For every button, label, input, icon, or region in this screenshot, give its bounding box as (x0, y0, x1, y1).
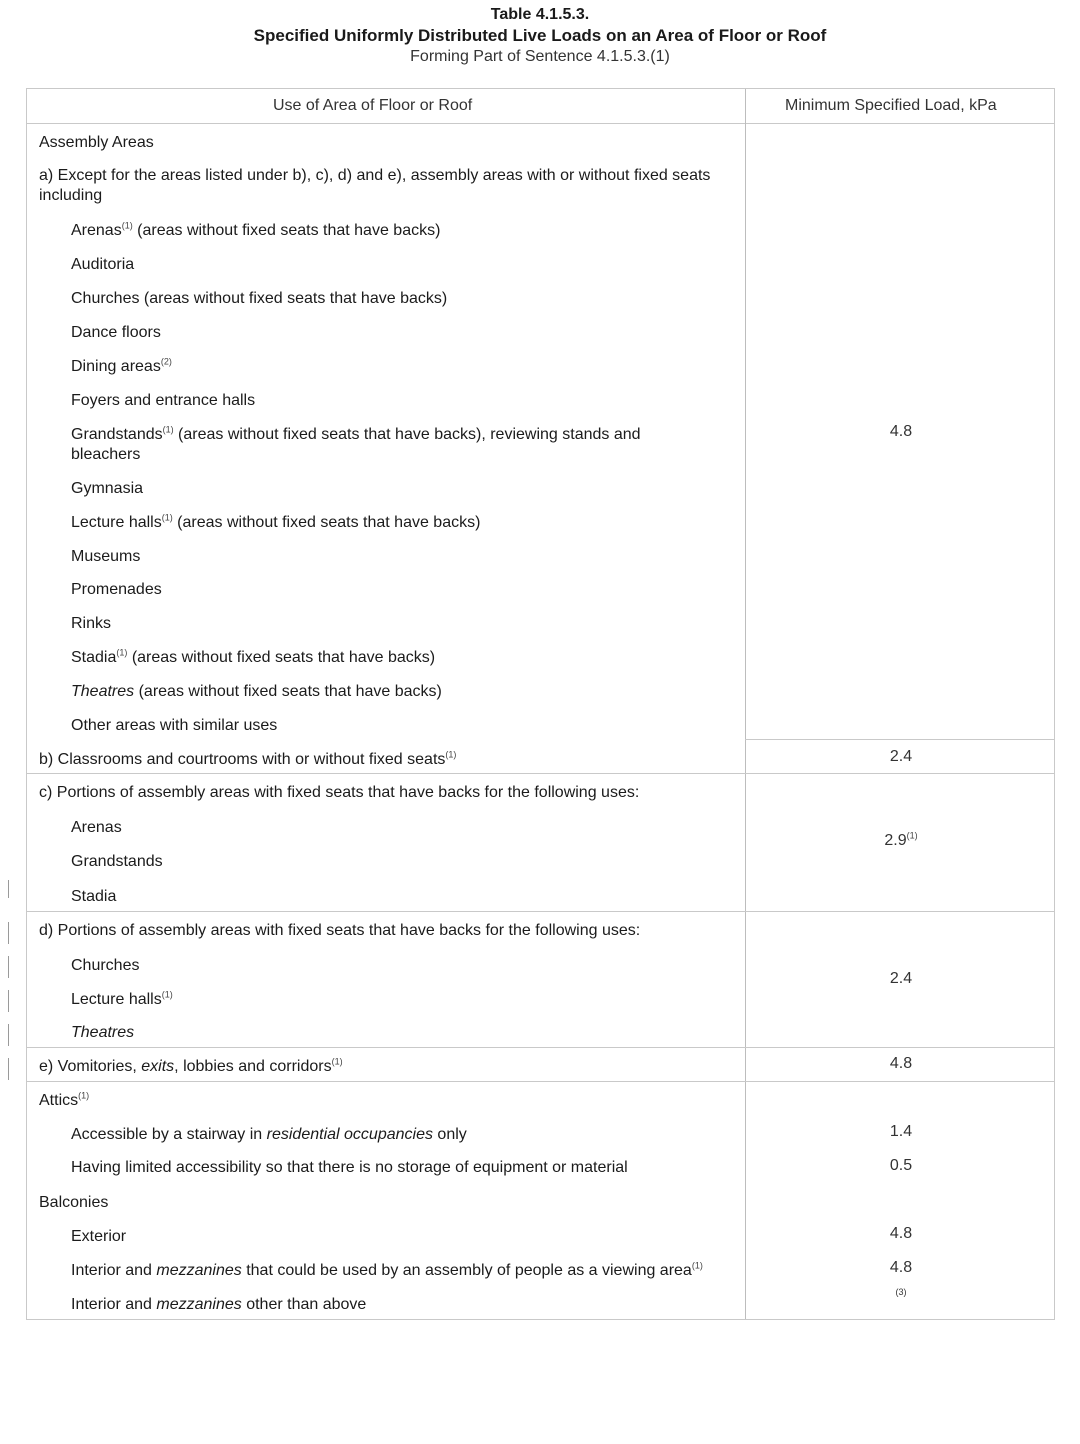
margin-mark (8, 1058, 9, 1080)
table-subtitle: Forming Part of Sentence 4.1.5.3.(1) (410, 48, 670, 65)
row-c-item: Grandstands (71, 853, 163, 870)
row-e-exits: exits (141, 1058, 175, 1075)
row-a-item-desc: (areas without fixed seats that have backs) (134, 683, 442, 700)
row-a-item (71, 580, 162, 600)
row-a-item-desc: (areas without fixed seats that have backs) (127, 649, 436, 666)
row-attic-1-em: residential occupancies (266, 1126, 433, 1143)
row-a-item-name: Museums (71, 548, 141, 565)
row-a-item (71, 425, 711, 465)
margin-mark (8, 956, 9, 978)
column-header-use: Use of Area of Floor or Roof (273, 97, 473, 114)
row-a-item-name: Rinks (71, 615, 112, 632)
note-ref: (1) (121, 220, 133, 231)
note-ref: (2) (160, 356, 172, 367)
note-ref: (1) (906, 830, 918, 841)
row-c-text: c) Portions of assembly areas with fixed seats that have backs for the following uses: (39, 784, 640, 801)
row-balcony-2-label: Interior and (71, 1262, 157, 1279)
row-e-label: , lobbies and corridors (174, 1058, 332, 1075)
row-a-item (71, 221, 440, 241)
margin-mark (8, 990, 9, 1012)
row-c-item: Arenas (71, 819, 122, 836)
row-balcony-2 (71, 1261, 703, 1281)
live-loads-table (26, 88, 1055, 1320)
value-c (841, 832, 961, 850)
row-balcony-3 (71, 1295, 366, 1315)
table-title: Specified Uniformly Distributed Live Loads on an Area of Floor or Roof (253, 26, 827, 45)
row-a-item-name: Dining areas (71, 358, 161, 375)
value-e: 4.8 (889, 1055, 913, 1072)
row-a-item-desc: (areas without fixed seats that have backs) (132, 222, 441, 239)
row-a-item-desc: (areas without fixed seats that have backs) (172, 514, 481, 531)
row-a-item-name: Arenas (71, 222, 122, 239)
row-a-item (71, 323, 161, 343)
value-balcony-3: (3) (895, 1287, 907, 1297)
row-attic-2: Having limited accessibility so that there is no storage of equipment or material (71, 1159, 628, 1176)
note-ref: (1) (161, 989, 173, 1000)
row-a-item-name: Other areas with similar uses (71, 717, 278, 734)
value-balcony-2: 4.8 (889, 1259, 913, 1276)
divider (27, 1081, 1054, 1082)
divider (745, 739, 1054, 740)
table-header (27, 89, 1054, 124)
divider (27, 911, 1054, 912)
value-attic-2: 0.5 (889, 1157, 913, 1174)
row-a-item (71, 614, 111, 634)
divider (27, 1047, 1054, 1048)
margin-mark (8, 880, 9, 898)
row-d-item (71, 1023, 134, 1043)
row-d-text: d) Portions of assembly areas with fixed seats that have backs for the following uses: (39, 922, 641, 939)
divider (27, 773, 1054, 774)
note-ref: (1) (78, 1090, 90, 1101)
row-a-item (71, 255, 134, 275)
note-ref: (1) (691, 1260, 703, 1271)
value-a: 4.8 (889, 423, 913, 440)
row-a-item-name: Theatres (71, 683, 135, 700)
row-assembly-areas: Assembly Areas (39, 134, 154, 151)
row-balcony-3-label: Interior and (71, 1296, 157, 1313)
row-b (39, 750, 456, 770)
value-c-number: 2.9 (884, 832, 907, 849)
row-attics (39, 1091, 89, 1111)
row-a-item-desc: (areas without fixed seats that have backs), reviewing stands and bleachers (71, 426, 641, 463)
note-ref: (1) (161, 512, 173, 523)
row-a-item-desc: (areas without fixed seats that have backs) (139, 290, 448, 307)
row-balcony-3-label: other than above (241, 1296, 367, 1313)
value-b: 2.4 (889, 748, 913, 765)
row-e (39, 1057, 343, 1077)
row-d-item-label: Theatres (71, 1024, 135, 1041)
row-d-item: Churches (71, 957, 140, 974)
value-balcony-1: 4.8 (889, 1225, 913, 1242)
note-ref: (1) (445, 749, 457, 760)
row-a-item-name: Grandstands (71, 426, 163, 443)
margin-mark (8, 1024, 9, 1046)
margin-mark (8, 922, 9, 944)
note-ref: (1) (162, 424, 174, 435)
row-e-label: e) Vomitories, (39, 1058, 142, 1075)
row-a-item-name: Promenades (71, 581, 162, 598)
row-balcony-1: Exterior (71, 1228, 127, 1245)
row-a-text: a) Except for the areas listed under b), c), d) and e), assembly areas with or without fixed seats including (39, 167, 711, 204)
row-a-item-name: Lecture halls (71, 514, 162, 531)
value-attic-1: 1.4 (889, 1123, 913, 1140)
row-a-item-name: Foyers and entrance halls (71, 392, 256, 409)
row-a-item-name: Auditoria (71, 256, 135, 273)
row-b-label: b) Classrooms and courtrooms with or without fixed seats (39, 751, 446, 768)
row-a-item (71, 682, 442, 702)
column-divider (745, 89, 746, 1319)
row-attic-1-label: only (432, 1126, 467, 1143)
row-attics-label: Attics (39, 1092, 79, 1109)
row-c-item: Stadia (71, 888, 117, 905)
row-a-item (71, 513, 480, 533)
row-balcony-3-em: mezzanines (156, 1296, 242, 1313)
row-a-item (71, 479, 143, 499)
row-attic-1 (71, 1125, 467, 1145)
row-balcony-2-label: that could be used by an assembly of people as a viewing area (241, 1262, 692, 1279)
row-a-item-name: Churches (71, 290, 140, 307)
column-header-load: Minimum Specified Load, kPa (785, 97, 997, 114)
row-a-item (71, 716, 277, 736)
row-balcony-2-em: mezzanines (156, 1262, 242, 1279)
row-a-item (71, 648, 435, 668)
row-a-item-name: Dance floors (71, 324, 161, 341)
value-d: 2.4 (889, 970, 913, 987)
row-a-item (71, 289, 447, 309)
note-ref: (1) (331, 1056, 343, 1067)
row-a-item-name: Gymnasia (71, 480, 144, 497)
row-balconies: Balconies (39, 1194, 109, 1211)
row-a-item (71, 357, 172, 377)
note-ref: (1) (116, 647, 128, 658)
row-a-item (71, 391, 255, 411)
row-d-item (71, 990, 173, 1010)
row-a-item (71, 547, 140, 567)
row-d-item-label: Lecture halls (71, 991, 162, 1008)
row-a-item-name: Stadia (71, 649, 117, 666)
row-attic-1-label: Accessible by a stairway in (71, 1126, 267, 1143)
table-number: Table 4.1.5.3. (490, 6, 590, 23)
